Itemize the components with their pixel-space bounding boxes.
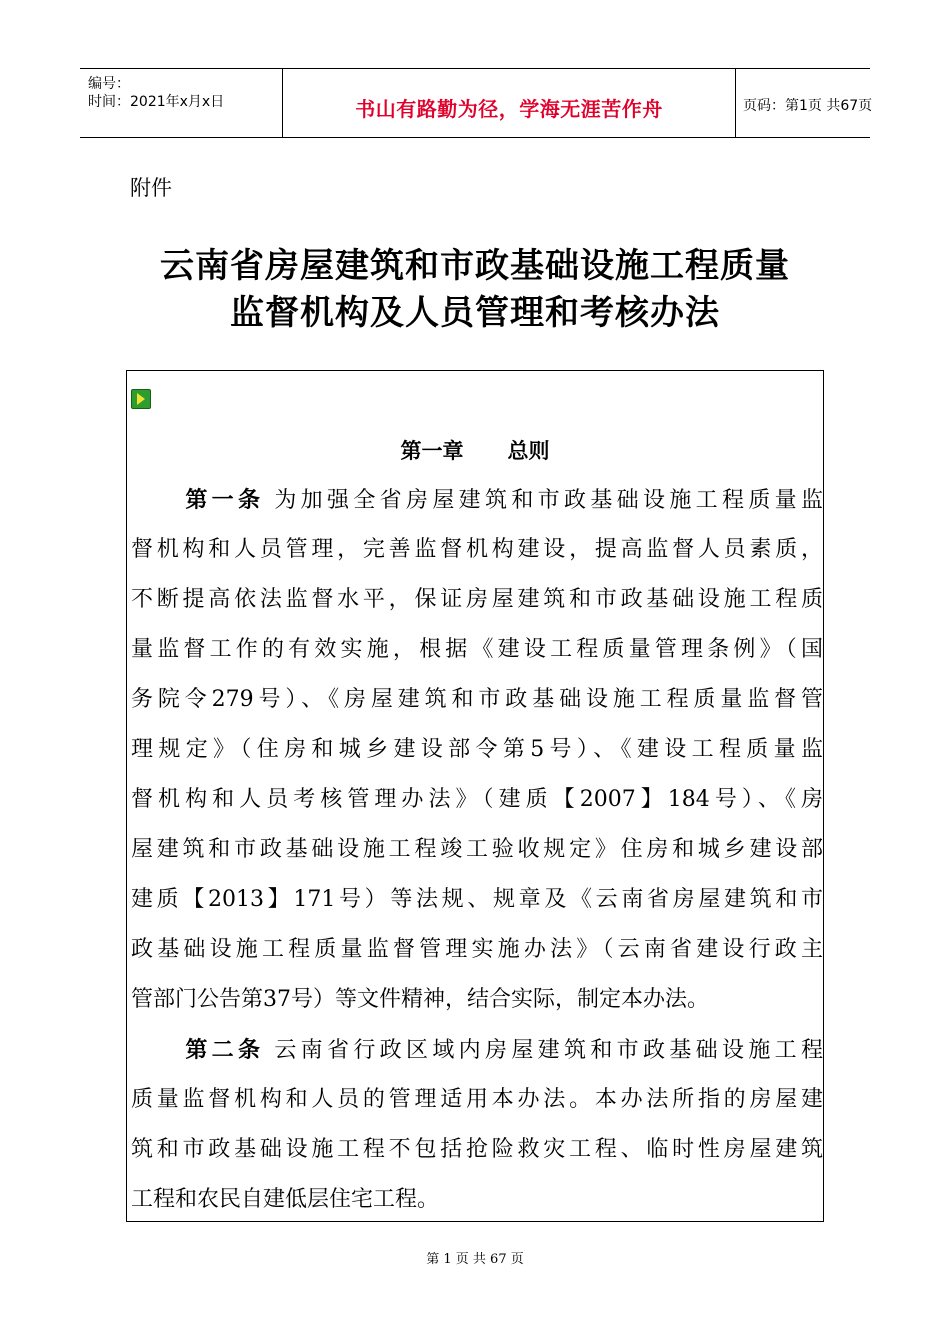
article-line: 为加强全省房屋建筑和市政基础设施工程质量监 (274, 488, 823, 513)
article-line: 量监督工作的有效实施，根据《建设工程质量管理条例》（国 (131, 637, 823, 662)
chapter-number: 第一章 (400, 438, 464, 463)
article-line: 管部门公告第37号）等文件精神，结合实际，制定本办法。 (131, 987, 709, 1012)
arrow-indicator-icon[interactable] (131, 389, 151, 409)
article-line: 政基础设施工程质量监督管理实施办法》（云南省建设行政主 (131, 937, 823, 962)
article-line: 屋建筑和市政基础设施工程竣工验收规定》住房和城乡建设部 (131, 837, 823, 862)
header-meta (80, 69, 282, 137)
motto-text: 书山有路勤为径，学海无涯苦作舟 (355, 97, 663, 121)
document-title-line-1: 云南省房屋建筑和市政基础设施工程质量 (160, 246, 790, 286)
article-line: 工程和农民自建低层住宅工程。 (131, 1187, 440, 1212)
chapter-name: 总则 (507, 438, 550, 463)
article-line: 务院令279号）、《房屋建筑和市政基础设施工程质量监督管 (131, 687, 823, 712)
article-heading: 第二条 (181, 1037, 265, 1063)
article-1 (131, 475, 823, 1025)
time-label: 时间：2021年x月x日 (88, 94, 225, 110)
document-header (80, 68, 873, 138)
article-line: 云南省行政区域内房屋建筑和市政基础设施工程 (274, 1038, 823, 1063)
article-2 (131, 1025, 823, 1225)
attachment-label: 附件 (130, 176, 172, 200)
article-line: 督机构和人员考核管理办法》（建质【2007】184号）、《房 (131, 787, 823, 812)
article-line: 质量监督机构和人员的管理适用本办法。本办法所指的房屋建 (131, 1087, 823, 1112)
article-heading: 第一条 (181, 487, 265, 513)
page-footer: 第 1 页 共 67 页 (426, 1252, 524, 1267)
document-title-line-2: 监督机构及人员管理和考核办法 (230, 293, 720, 333)
content-frame (126, 370, 824, 1222)
chapter-heading (127, 435, 823, 465)
header-page-cell (735, 69, 873, 137)
article-line: 建质【2013】171号）等法规、规章及《云南省房屋建筑和市 (131, 887, 823, 912)
article-line: 不断提高依法监督水平，保证房屋建筑和市政基础设施工程质 (131, 587, 823, 612)
article-line: 筑和市政基础设施工程不包括抢险救灾工程、临时性房屋建筑 (131, 1137, 823, 1162)
article-line: 理规定》（住房和城乡建设部令第5号）、《建设工程质量监 (131, 737, 823, 762)
header-motto-cell (282, 69, 736, 137)
article-line: 督机构和人员管理，完善监督机构建设，提高监督人员素质， (131, 537, 823, 562)
number-label: 编号： (88, 76, 130, 92)
page-info: 页码：第1页 共67页 (743, 98, 873, 114)
